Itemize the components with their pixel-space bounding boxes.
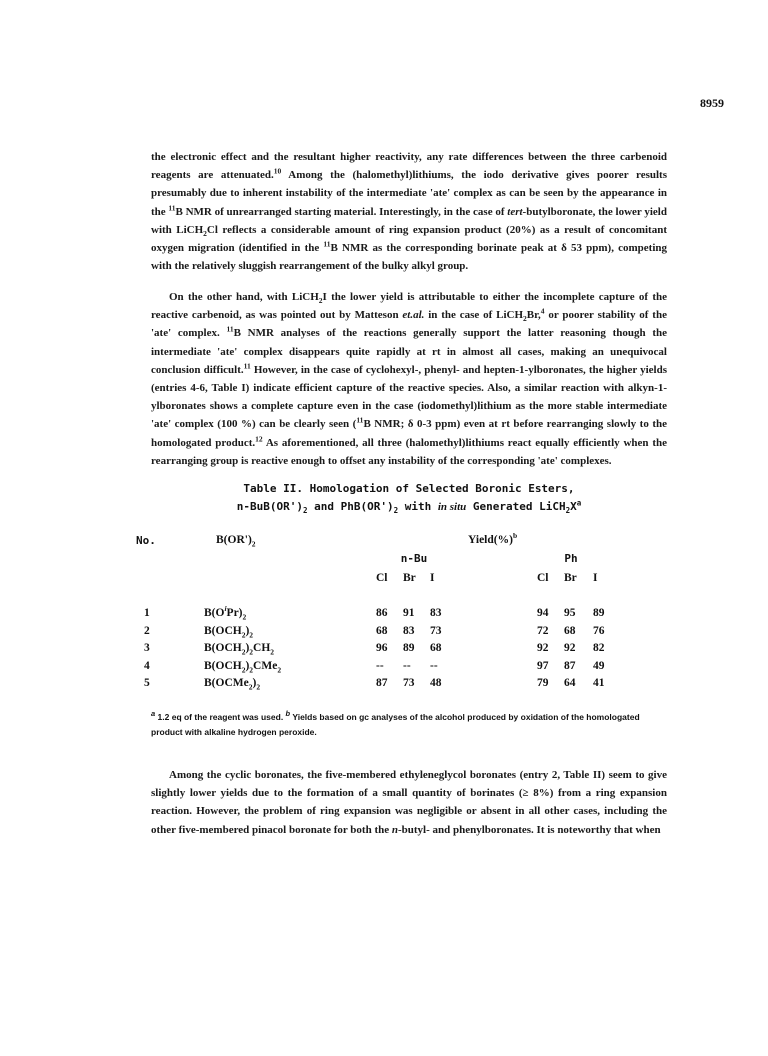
header-yield: Yield(%)$^b$ [468,531,518,546]
row-value: 48 [430,677,442,689]
row-value: 72 [537,624,549,637]
row-value: 41 [593,677,605,689]
row-value: 87 [564,659,576,672]
row-value: -- [430,659,438,672]
row-value: 82 [593,642,605,654]
row-value: 89 [593,607,605,619]
row-value: 73 [430,624,442,637]
table-caption-line-2: $n-BuB(OR')_2$ and $PhB(OR')_2$ with in situ Generated $LiCH_2X^a$ [236,498,582,516]
row-ester: $B(OCH_2)_2CH_2$ [204,642,275,657]
row-value: 79 [537,677,549,689]
row-value: 89 [403,642,415,654]
table-caption-line-1: Table II. Homologation of Selected Boronic Esters, [243,482,575,495]
row-value: 97 [537,659,549,672]
row-value: 49 [593,659,605,672]
header-no: No. [136,534,156,547]
header-boronic-ester: $B(OR')_2$ [216,534,256,549]
row-ester: $B(O^iPr)_2$ [204,604,247,622]
row-ester: $B(OCMe_2)_2$ [204,677,261,692]
row-number: 4 [144,659,150,672]
row-value: 68 [376,624,388,637]
row-value: 87 [376,677,388,689]
row-ester: $B(OCH_2)_2CMe_2$ [204,659,282,674]
row-value: -- [376,659,384,672]
page-number: 8959 [700,96,724,110]
header-group-n-bu: n-Bu [400,552,428,565]
subheader-0: Cl [376,572,388,584]
row-value: 92 [537,642,549,654]
row-value: 95 [564,607,576,619]
row-value: 73 [403,677,415,689]
table-footnote: $^a$ 1.2 eq of the reagent was used. $^b$ Yields based on gc analyses of the alcohol produced by oxidation of the homologated product with alkaline hydrogen peroxide. [151,709,640,737]
subheader-1: Br [403,572,416,584]
row-value: 96 [376,642,388,654]
subheader-3: Cl [537,572,549,584]
subheader-5: I [593,572,598,584]
row-number: 3 [144,642,150,654]
paragraph-2: On the other hand, with LiCH$_2$I the lower yield is attributable to either the incomplete capture of the reactive carbenoid, as was pointed out by Matteson et.al. in the case of LiCH$_2$Br,$^4$ or poorer stability of the 'ate' complex. $^{11}$B NMR analyses of the reactions generally support the latter reasoning though the intermediate 'ate' complex disappears quite rapidly at rt in almost all cases, making an unequivocal conclusion difficult.$^{11}$ However, in the case of cyclohexyl-, phenyl- and hepten-1-ylboronates, the higher yields (entries 4-6, Table I) indicate efficient capture of the reactive species. Also, a similar reaction with alkyn-1-ylboronates shows a complete capture even in the case (iodomethyl)lithium as the more stable intermediate 'ate' complex (100 %) can be clearly seen ($^{11}$B NMR; δ 0-3 ppm) even at rt before rearranging slowly to the homologated product.$^{12}$ As aforementioned, all three (halomethyl)lithiums react equally efficiently when the rearranging group is reactive enough to offset any instability of the corresponding 'ate' complexes. [151,291,668,467]
row-value: 91 [403,607,415,619]
row-number: 1 [144,607,150,619]
row-value: 83 [430,607,442,619]
row-value: 83 [403,624,415,637]
header-group-ph: Ph [564,552,578,565]
row-value: 76 [593,624,605,637]
paragraph-1: the electronic effect and the resultant higher reactivity, any rate differences between the three carbenoid reagents are attenuated.$^{10}$ Among the (halomethyl)lithiums, the iodo derivative gives poorer results presumably due to inherent instability of the intermediate 'ate' complex as can be seen by the appearance in the $^{11}$B NMR of unrearranged starting material. Interestingly, in the case of tert-butylboronate, the lower yield with LiCH$_2$Cl reflects a considerable amount of ring expansion product (20%) as a result of concomitant oxygen migration (identified in the $^{11}$B NMR as the corresponding borinate peak at δ 53 ppm), competing with the relatively sluggish rearrangement of the bulky alkyl group. [151,151,667,273]
row-value: 68 [564,624,576,637]
row-value: 92 [564,642,576,654]
row-value: -- [403,659,411,672]
row-number: 5 [144,677,150,689]
row-ester: $B(OCH_2)_2$ [204,624,254,639]
row-value: 64 [564,677,576,689]
paragraph-3: Among the cyclic boronates, the five-membered ethyleneglycol boronates (entry 2, Table II) seem to give slightly lower yields due to the formation of a small quantity of borinates (≥ 8%) from a ring expansion reaction. However, the problem of ring expansion was negligible or absent in all other cases, including the other five-membered pinacol boronate for both the n-butyl- and phenylboronates. It is noteworthy that when [151,769,667,836]
row-number: 2 [144,624,150,637]
row-value: 68 [430,642,442,654]
row-value: 86 [376,607,388,619]
subheader-2: I [430,572,435,584]
row-value: 94 [537,607,549,619]
subheader-4: Br [564,572,577,584]
